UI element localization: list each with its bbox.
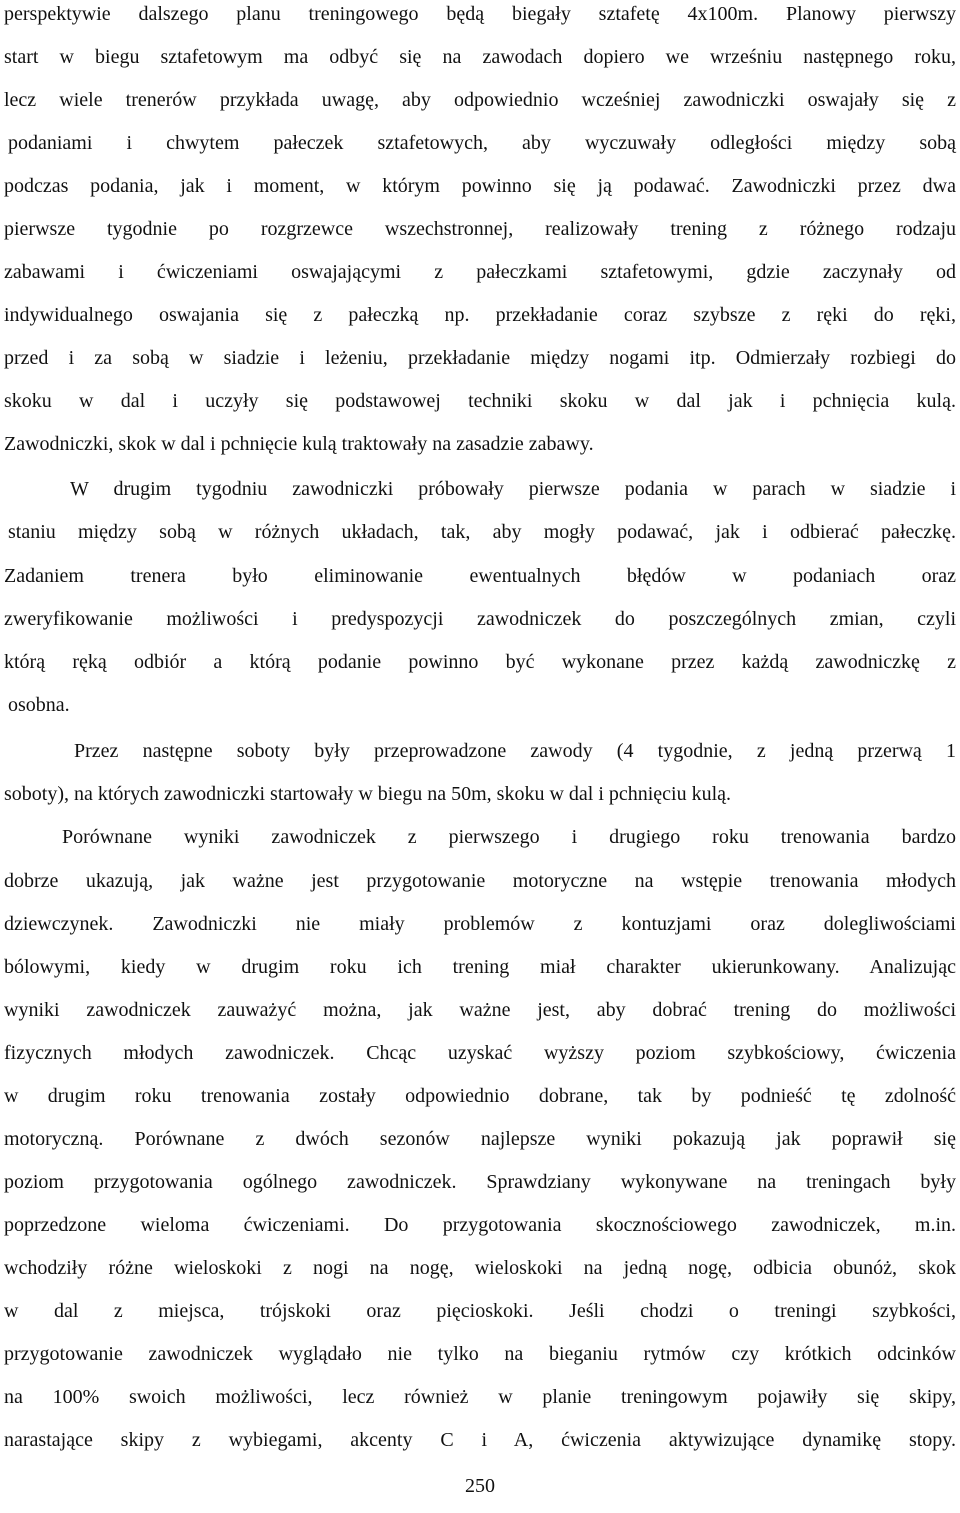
document-page <box>4 0 956 1513</box>
text-line: bólowymi, kiedy w drugim roku ich trening miał charakter ukierunkowany. Analizując <box>4 956 956 978</box>
text-line: poziom przygotowania ogólnego zawodniczek. Sprawdziany wykonywane na treningach były <box>4 1171 956 1193</box>
text-line: perspektywie dalszego planu treningowego będą biegały sztafetę 4x100m. Planowy pierwszy <box>4 3 956 25</box>
text-line: którą ręką odbiór a którą podanie powinno być wykonane przez każdą zawodniczkę z <box>4 651 956 673</box>
text-line: przygotowanie zawodniczek wyglądało nie tylko na bieganiu rytmów czy krótkich odcinków <box>4 1343 956 1365</box>
text-line: osobna. <box>8 694 70 716</box>
text-line: w drugim roku trenowania zostały odpowiednio dobrane, tak by podnieść tę zdolność <box>4 1085 956 1107</box>
text-line: w dal z miejsca, trójskoki oraz pięcioskoki. Jeśli chodzi o treningi szybkości, <box>4 1300 956 1322</box>
text-line: poprzedzone wieloma ćwiczeniami. Do przygotowania skocznościowego zawodniczek, m.in. <box>4 1214 956 1236</box>
text-line: Przez następne soboty były przeprowadzone zawody (4 tygodnie, z jedną przerwą 1 <box>74 740 956 762</box>
text-line: staniu między sobą w różnych układach, tak, aby mogły podawać, jak i odbierać pałeczkę. <box>8 521 956 543</box>
text-line: Zawodniczki, skok w dal i pchnięcie kulą traktowały na zasadzie zabawy. <box>4 433 594 455</box>
text-line: podczas podania, jak i moment, w którym powinno się ją podawać. Zawodniczki przez dwa <box>4 175 956 197</box>
text-line: start w biegu sztafetowym ma odbyć się na zawodach dopiero we wrześniu następnego roku, <box>4 46 956 68</box>
text-line: soboty), na których zawodniczki startowały w biegu na 50m, skoku w dal i pchnięciu kulą. <box>4 783 732 805</box>
text-line: Zadaniem trenera było eliminowanie ewentualnych błędów w podaniach oraz <box>4 565 956 587</box>
text-line: fizycznych młodych zawodniczek. Chcąc uzyskać wyższy poziom szybkościowy, ćwiczenia <box>4 1042 956 1064</box>
text-line: na 100% swoich możliwości, lecz również w planie treningowym pojawiły się skipy, <box>4 1386 956 1408</box>
text-line: skoku w dal i uczyły się podstawowej techniki skoku w dal jak i pchnięcia kulą. <box>4 390 956 412</box>
text-line: narastające skipy z wybiegami, akcenty C i A, ćwiczenia aktywizujące dynamikę stopy. <box>4 1429 956 1451</box>
text-line: indywidualnego oswajania się z pałeczką np. przekładanie coraz szybsze z ręki do ręki, <box>4 304 956 326</box>
text-line: pierwsze tygodnie po rozgrzewce wszechstronnej, realizowały trening z różnego rodzaju <box>4 218 956 240</box>
text-line: podaniami i chwytem pałeczek sztafetowych, aby wyczuwały odległości między sobą <box>8 132 956 154</box>
text-line: Porównane wyniki zawodniczek z pierwszego i drugiego roku trenowania bardzo <box>62 826 956 848</box>
text-line: motoryczną. Porównane z dwóch sezonów najlepsze wyniki pokazują jak poprawił się <box>4 1128 956 1150</box>
page-number: 250 <box>465 1475 495 1497</box>
text-line: wchodziły różne wieloskoki z nogi na nogę, wieloskoki na jedną nogę, odbicia obunóż, skok <box>4 1257 956 1279</box>
text-line: zweryfikowanie możliwości i predyspozycji zawodniczek do poszczególnych zmian, czyli <box>4 608 956 630</box>
text-line: wyniki zawodniczek zauważyć można, jak ważne jest, aby dobrać trening do możliwości <box>4 999 956 1021</box>
text-line: przed i za sobą w siadzie i leżeniu, przekładanie między nogami itp. Odmierzały rozbiegi do <box>4 347 956 369</box>
text-line: zabawami i ćwiczeniami oswajającymi z pałeczkami sztafetowymi, gdzie zaczynały od <box>4 261 956 283</box>
text-line: dziewczynek. Zawodniczki nie miały problemów z kontuzjami oraz dolegliwościami <box>4 913 956 935</box>
text-line: lecz wiele trenerów przykłada uwagę, aby odpowiednio wcześniej zawodniczki oswajały się z <box>4 89 956 111</box>
text-line: W drugim tygodniu zawodniczki próbowały pierwsze podania w parach w siadzie i <box>70 478 956 500</box>
text-line: dobrze ukazują, jak ważne jest przygotowanie motoryczne na wstępie trenowania młodych <box>4 870 956 892</box>
